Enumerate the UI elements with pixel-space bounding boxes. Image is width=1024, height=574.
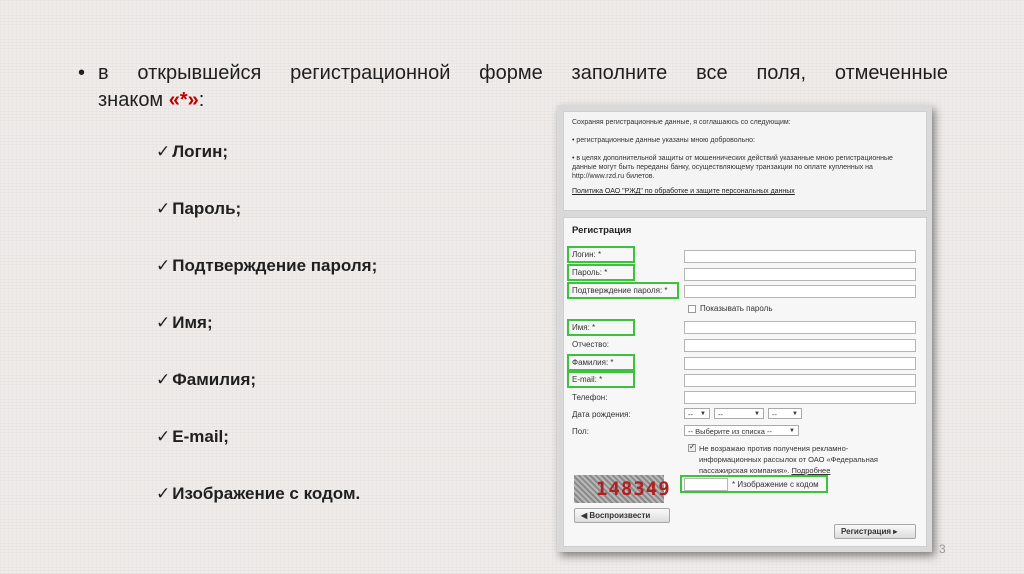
name-input[interactable]	[684, 321, 916, 334]
patronymic-input[interactable]	[684, 339, 916, 352]
password-input[interactable]	[684, 268, 916, 281]
registration-form	[563, 217, 927, 547]
surname-label: Фамилия: *	[572, 358, 614, 367]
check-icon: ✓	[156, 313, 171, 332]
check-icon: ✓	[156, 256, 171, 275]
list-item	[156, 311, 377, 368]
terms-item-2: • в целях дополнительной защиты от мошеннических действий указанные мною регистрационные данные могут быть переданы банку, осуществляющему транзакции по оплате купленных на http://www.rzd.ru билетов.	[572, 155, 893, 180]
phone-input[interactable]	[684, 391, 916, 404]
password-label: Пароль: *	[572, 268, 608, 277]
play-audio-label: Воспроизвести	[589, 511, 651, 520]
surname-input[interactable]	[684, 357, 916, 370]
confirm-password-input[interactable]	[684, 285, 916, 298]
login-label: Логин: *	[572, 250, 602, 259]
birth-day-value: --	[688, 410, 693, 419]
confirm-password-label: Подтверждение пароля: *	[572, 286, 668, 295]
terms-heading: Сохраняя регистрационные данные, я соглашаюсь со следующим:	[572, 119, 791, 126]
check-icon: ✓	[156, 370, 171, 389]
list-item-label: Пароль;	[172, 199, 242, 218]
terms-panel	[563, 111, 927, 211]
list-item-label: Логин;	[172, 142, 229, 161]
captcha-input[interactable]	[684, 478, 728, 491]
check-icon: ✓	[156, 199, 171, 218]
required-marker: «*»	[168, 89, 199, 111]
show-password-label: Показывать пароль	[700, 304, 773, 313]
gender-select[interactable]	[684, 425, 799, 436]
check-icon: ✓	[156, 427, 171, 446]
list-item-label: Фамилия;	[172, 370, 257, 389]
list-item	[156, 197, 377, 254]
intro-line-2-prefix: знаком	[98, 89, 169, 111]
chevron-down-icon: ▼	[789, 428, 795, 434]
bullet-marker: •	[78, 62, 86, 84]
patronymic-label: Отчество:	[572, 340, 609, 349]
email-input[interactable]	[684, 374, 916, 387]
gender-label: Пол:	[572, 427, 589, 436]
list-item	[156, 368, 377, 425]
list-item-label: Подтверждение пароля;	[172, 256, 378, 275]
consent-label: Не возражаю против получения рекламно-информационных рассылок от ОАО «Федеральная пассажирская компания».	[699, 444, 878, 475]
list-item	[156, 254, 377, 311]
list-item	[156, 482, 377, 539]
phone-label: Телефон:	[572, 393, 608, 402]
consent-checkbox[interactable]	[688, 444, 696, 452]
list-item	[156, 140, 377, 197]
captcha-label: * Изображение с кодом	[732, 480, 819, 489]
play-audio-button[interactable]	[574, 508, 670, 523]
page-number: 3	[939, 542, 946, 556]
list-item-label: Имя;	[172, 313, 213, 332]
name-label: Имя: *	[572, 323, 596, 332]
list-item-label: E-mail;	[172, 427, 229, 446]
list-item	[156, 425, 377, 482]
consent-text	[699, 443, 909, 476]
birth-year-value: --	[772, 410, 777, 419]
registration-screenshot	[557, 105, 932, 552]
chevron-down-icon: ▼	[754, 411, 760, 417]
register-button[interactable]: Регистрация ▸	[834, 524, 916, 539]
check-icon: ✓	[689, 442, 696, 451]
form-title: Регистрация	[572, 225, 632, 236]
check-icon: ✓	[156, 142, 171, 161]
consent-more-link[interactable]: Подробнее	[791, 466, 831, 475]
gender-value: -- Выберите из списка --	[688, 427, 772, 436]
captcha-image	[574, 475, 671, 503]
intro-line-2-suffix: :	[198, 89, 205, 111]
speaker-icon: ◀	[581, 511, 588, 520]
check-icon: ✓	[156, 484, 171, 503]
terms-item-1: • регистрационные данные указаны мною добровольно:	[572, 137, 755, 144]
login-input[interactable]	[684, 250, 916, 263]
required-fields-list	[156, 140, 377, 539]
policy-link[interactable]: Политика ОАО "РЖД" по обработке и защите персональных данных	[572, 188, 795, 195]
show-password-checkbox[interactable]	[688, 305, 696, 313]
birth-month-select[interactable]	[714, 408, 764, 419]
email-label: E-mail: *	[572, 375, 603, 384]
intro-line-1: в открывшейся регистрационной форме заполните все поля, отмеченные	[98, 62, 948, 84]
birth-month-value: --	[718, 410, 723, 419]
list-item-label: Изображение с кодом.	[172, 484, 361, 503]
birthdate-label: Дата рождения:	[572, 410, 631, 419]
chevron-down-icon: ▼	[700, 411, 706, 417]
birth-day-select[interactable]	[684, 408, 710, 419]
captcha-code: 148349	[596, 478, 671, 500]
birth-year-select[interactable]	[768, 408, 802, 419]
chevron-down-icon: ▼	[792, 411, 798, 417]
